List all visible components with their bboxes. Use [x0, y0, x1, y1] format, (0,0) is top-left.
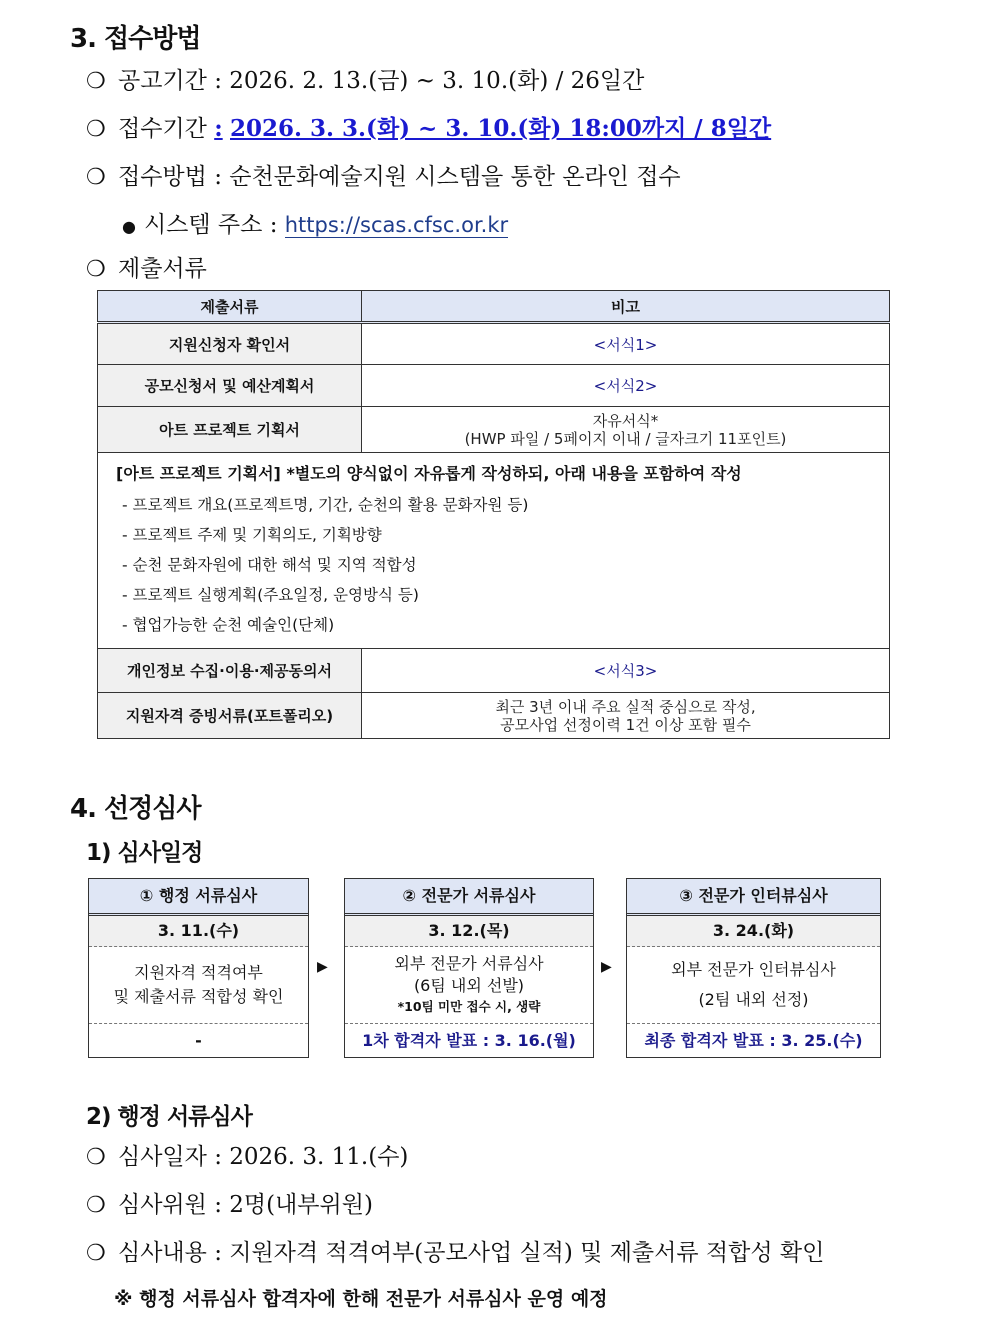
planning-requirements-block — [98, 453, 890, 649]
step-body — [627, 947, 880, 1024]
bullet-circle-icon: ❍ — [86, 69, 106, 94]
bullet-circle-icon: ❍ — [86, 117, 106, 142]
step-body-line: (2팀 내외 선정) — [698, 990, 809, 1009]
doc-note-line: (HWP 파일 / 5페이지 이내 / 글자크기 11포인트) — [464, 429, 787, 448]
reviewers-item — [86, 1186, 373, 1219]
doc-note-line: 최근 3년 이내 주요 실적 중심으로 작성, — [495, 697, 756, 716]
step-date: 3. 12.(목) — [345, 916, 593, 947]
notice-text: ※ 행정 서류심사 합격자에 한해 전문가 서류심사 운영 예정 — [114, 1288, 608, 1310]
doc-note: <서식1> — [362, 323, 890, 365]
notice-period-label: 공고기간 — [118, 68, 207, 94]
header-remarks: 비고 — [362, 291, 890, 323]
table-row — [98, 453, 890, 649]
list-item: - 협업가능한 순천 예술인(단체) — [122, 616, 335, 634]
application-method-value: 순천문화예술지원 시스템을 통한 온라인 접수 — [229, 164, 681, 190]
step-date: 3. 11.(수) — [89, 916, 308, 947]
step-title: ③ 전문가 인터뷰심사 — [627, 879, 880, 916]
bullet-circle-icon: ❍ — [86, 257, 106, 282]
separator: : — [214, 1240, 222, 1266]
application-method-item — [86, 158, 681, 191]
step-body-line: 외부 전문가 서류심사 — [394, 954, 544, 973]
doc-note-line: 자유서식* — [592, 411, 659, 430]
step-box-expert-document-review — [344, 878, 594, 1058]
doc-note — [362, 407, 890, 453]
planning-requirements-title: [아트 프로젝트 기획서] *별도의 양식없이 자유롭게 작성하되, 아래 내용을 포함하여 작성 — [116, 464, 742, 483]
doc-name: 공모신청서 및 예산계획서 — [98, 365, 362, 407]
header-document: 제출서류 — [98, 291, 362, 323]
doc-name: 지원신청자 확인서 — [98, 323, 362, 365]
application-period-value: 2026. 3. 3.(화) ~ 3. 10.(화) 18:00까지 / 8일간 — [230, 115, 772, 142]
table-row — [98, 365, 890, 407]
application-method-label: 접수방법 — [118, 164, 207, 190]
review-date-value: 2026. 3. 11.(수) — [229, 1144, 409, 1170]
step-body-line: 외부 전문가 인터뷰심사 — [671, 960, 836, 979]
table-header-row — [98, 291, 890, 323]
step-box-expert-interview — [626, 878, 881, 1058]
table-row — [98, 693, 890, 739]
documents-table — [97, 290, 890, 739]
bullet-circle-icon: ❍ — [86, 1145, 106, 1170]
documents-label: 제출서류 — [118, 256, 207, 282]
arrow-right-icon: ▶ — [601, 959, 612, 975]
step-body-note: *10팀 미만 접수 시, 생략 — [397, 999, 541, 1014]
separator: : — [214, 115, 223, 142]
doc-note: <서식3> — [362, 649, 890, 693]
bullet-circle-icon: ❍ — [86, 1193, 106, 1218]
arrow-right-icon: ▶ — [317, 959, 328, 975]
step-body — [345, 947, 593, 1024]
list-item: - 순천 문화자원에 대한 해석 및 지역 적합성 — [122, 556, 417, 574]
review-content-value: 지원자격 적격여부(공모사업 실적) 및 제출서류 적합성 확인 — [229, 1240, 825, 1266]
list-item: - 프로젝트 주제 및 기획의도, 기획방향 — [122, 526, 382, 544]
doc-name: 아트 프로젝트 기획서 — [98, 407, 362, 453]
list-item: - 프로젝트 실행계획(주요일정, 운영방식 등) — [122, 586, 419, 604]
step-body — [89, 947, 308, 1024]
bullet-circle-icon: ❍ — [86, 1241, 106, 1266]
section-3-title: 3. 접수방법 — [70, 24, 201, 54]
system-url-link[interactable]: https://scas.cfsc.or.kr — [284, 213, 509, 237]
step-footer: 최종 합격자 발표 : 3. 25.(수) — [644, 1031, 863, 1050]
review-content-label: 심사내용 — [118, 1240, 207, 1266]
bullet-dot-icon: ● — [122, 217, 136, 236]
review-date-item — [86, 1138, 408, 1171]
separator: : — [269, 212, 278, 238]
separator: : — [214, 164, 222, 190]
system-address-item — [122, 206, 508, 239]
reviewers-value: 2명(내부위원) — [229, 1192, 373, 1218]
separator: : — [214, 68, 222, 94]
step-body-line: (6팀 내외 선발) — [413, 976, 525, 995]
doc-note: <서식2> — [362, 365, 890, 407]
application-period-item — [86, 110, 771, 143]
step-body-line: 지원자격 적격여부 — [134, 963, 263, 982]
step-footer: 1차 합격자 발표 : 3. 16.(월) — [362, 1031, 576, 1050]
step-title: ① 행정 서류심사 — [89, 879, 308, 916]
documents-item — [86, 250, 207, 283]
table-row — [98, 323, 890, 365]
bullet-circle-icon: ❍ — [86, 165, 106, 190]
application-period-label: 접수기간 — [118, 116, 207, 142]
review-date-label: 심사일자 — [118, 1144, 207, 1170]
table-row — [98, 649, 890, 693]
doc-name: 지원자격 증빙서류(포트폴리오) — [98, 693, 362, 739]
doc-name: 개인정보 수집·이용·제공동의서 — [98, 649, 362, 693]
schedule-subtitle: 1) 심사일정 — [86, 840, 203, 866]
review-content-item — [86, 1234, 824, 1267]
system-address-label: 시스템 주소 — [143, 212, 263, 238]
admin-review-subtitle: 2) 행정 서류심사 — [86, 1104, 252, 1130]
doc-note-line: 공모사업 선정이력 1건 이상 포함 필수 — [500, 715, 751, 734]
section-4-title: 4. 선정심사 — [70, 794, 201, 824]
reviewers-label: 심사위원 — [118, 1192, 207, 1218]
step-footer: - — [195, 1031, 202, 1050]
notice-period-item — [86, 62, 644, 95]
notice-period-value: 2026. 2. 13.(금) ~ 3. 10.(화) / 26일간 — [229, 68, 645, 94]
separator: : — [214, 1192, 222, 1218]
doc-note — [362, 693, 890, 739]
step-box-admin-review — [88, 878, 309, 1058]
step-body-line: 및 제출서류 적합성 확인 — [113, 987, 284, 1006]
list-item: - 프로젝트 개요(프로젝트명, 기간, 순천의 활용 문화자원 등) — [122, 496, 529, 514]
step-title: ② 전문가 서류심사 — [345, 879, 593, 916]
step-date: 3. 24.(화) — [627, 916, 880, 947]
table-row — [98, 407, 890, 453]
separator: : — [214, 1144, 222, 1170]
